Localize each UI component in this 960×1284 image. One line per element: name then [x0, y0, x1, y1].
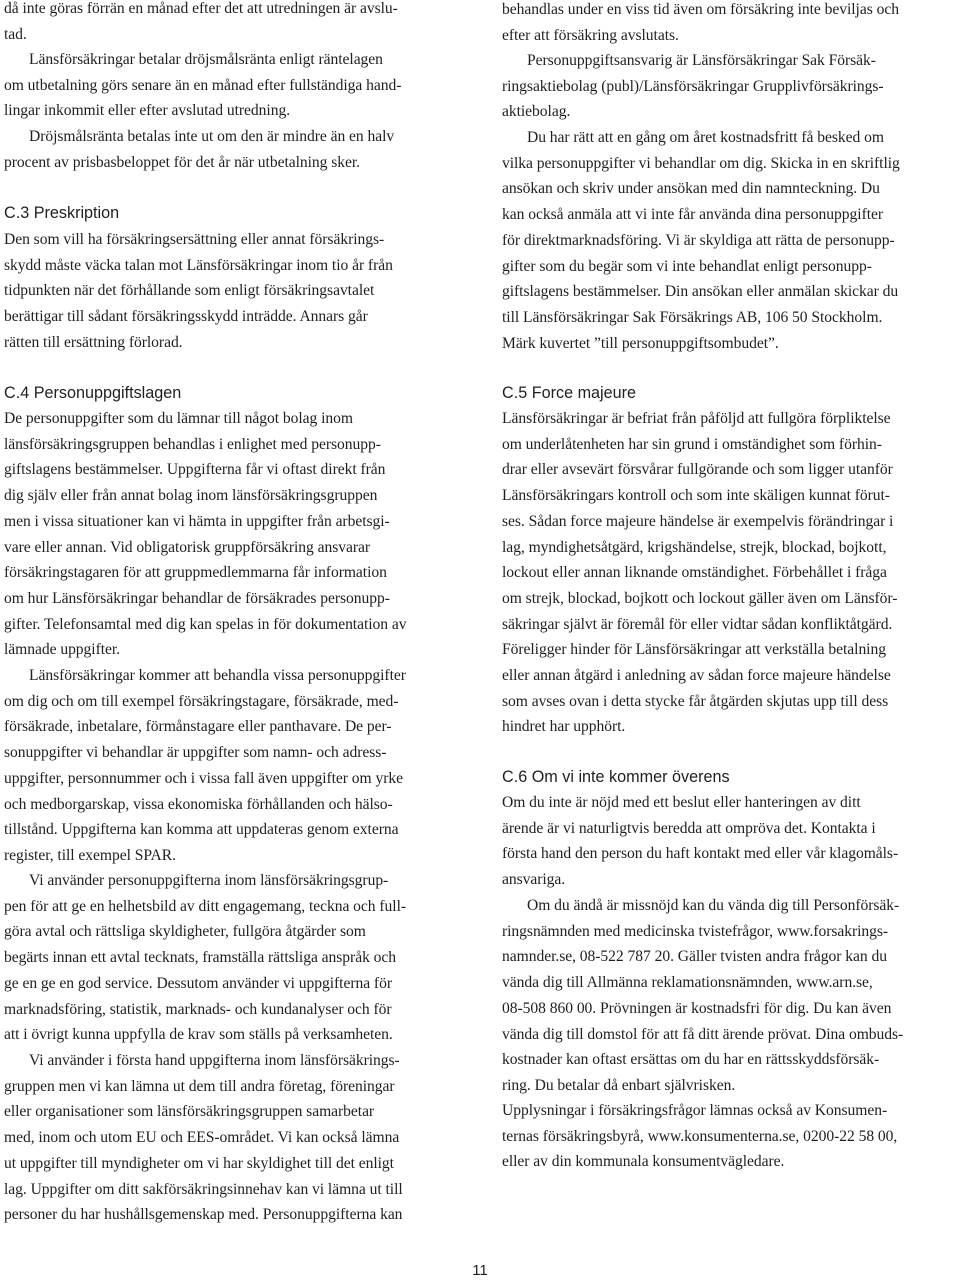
text-line: att i övrigt kunna uppfylla de krav som ställs på verksamheten. — [4, 1026, 393, 1044]
section-c6-paragraph-1 — [502, 790, 898, 893]
text-line: Den som vill ha försäkringsersättning eller annat försäkrings- — [4, 231, 385, 248]
text-line: Märk kuvertet ”till personuppgiftsombudet”. — [502, 334, 779, 352]
text-line: ansökan och skriv under ansökan med din namnteckning. Du — [502, 180, 880, 198]
text-line: personer du har hushållsgemenskap med. Personuppgifterna kan — [4, 1206, 403, 1224]
text-line: uppgifter, personnummer och i vissa fall även uppgifter om yrke — [4, 769, 403, 787]
text-line: gifter som du begär som vi inte behandlat enligt personupp- — [502, 257, 872, 275]
text-line: vända dig till Allmänna reklamationsnämnden, www.arn.se, — [502, 974, 873, 992]
section-c6-paragraph-3 — [502, 1098, 897, 1175]
text-line: register, till exempel SPAR. — [4, 846, 176, 864]
text-line: eller organisationer som länsförsäkringsgruppen samarbetar — [4, 1103, 375, 1121]
text-line: marknadsföring, statistik, marknads- och kundanalyser och för — [4, 1000, 392, 1018]
text-line: ge en ge en god service. Dessutom använder vi uppgifterna för — [4, 974, 392, 992]
text-line: med, inom och utom EU och EES-området. Vi kan också lämna — [4, 1129, 400, 1147]
text-line: namnder.se, 08-522 787 20. Gäller tvisten andra frågor kan du — [502, 948, 887, 966]
text-line: vända dig till domstol för att få ditt ärende prövat. Dina ombuds- — [502, 1025, 904, 1043]
continuation-paragraph — [502, 0, 899, 48]
text-line: kostnader kan oftast ersättas om du har en rättsskyddsförsäk- — [502, 1051, 880, 1069]
text-line: dig själv eller från annat bolag inom länsförsäkringsgruppen — [4, 487, 378, 505]
section-c6-heading: C.6 Om vi inte kommer överens — [502, 768, 730, 786]
text-line: Dröjsmålsränta betalas inte ut om den är mindre än en halv — [29, 128, 395, 145]
text-line: procent av prisbasbeloppet för det år när utbetalning sker. — [4, 153, 361, 171]
text-line: berättigar till sådant försäkringsskydd inträdde. Annars går — [4, 308, 368, 326]
text-line: Om du inte är nöjd med ett beslut eller hanteringen av ditt — [502, 794, 861, 811]
section-c4-paragraph-4 — [4, 1048, 403, 1228]
text-line: om strejk, blockad, bojkott och lockout gäller även om Länsför- — [502, 589, 898, 607]
section-c6-paragraph-2 — [502, 893, 903, 1099]
text-line: för direktmarknadsföring. Vi är skyldiga att rätta de personupp- — [502, 231, 895, 249]
text-line: göra avtal och rättsliga skyldigheter, fullgöra åtgärder som — [4, 923, 366, 941]
text-line: ringsaktiebolag (publ)/Länsförsäkringar Grupplivförsäkrings- — [502, 77, 884, 95]
text-line: om underlåtenheten har sin grund i omständighet som förhin- — [502, 435, 882, 453]
text-line: behandlas under en viss tid även om försäkring inte beviljas och — [502, 1, 899, 18]
text-line: Upplysningar i försäkringsfrågor lämnas också av Konsumen- — [502, 1102, 888, 1119]
text-line: Länsförsäkringar är befriat från påföljd att fullgöra förpliktelse — [502, 410, 891, 427]
text-line: skydd måste väcka talan mot Länsförsäkringar inom tio år från — [4, 256, 393, 274]
text-line: vare eller annan. Vid obligatorisk gruppförsäkring ansvarar — [4, 538, 371, 556]
text-line: rätten till ersättning förlorad. — [4, 333, 183, 351]
text-line: eller annan åtgärd i anledning av sådan force majeure händelse — [502, 667, 891, 685]
text-line: lämnade uppgifter. — [4, 641, 121, 659]
text-line: försäkringstagaren för att gruppmedlemmarna får information — [4, 564, 387, 582]
text-line: Föreligger hinder för Länsförsäkringar att verkställa betalning — [502, 641, 886, 659]
text-line: Länsförsäkringar kommer att behandla vissa personuppgifter — [29, 667, 406, 684]
text-line: länsförsäkringsgruppen behandlas i enlighet med personupp- — [4, 435, 381, 453]
text-line: ternas försäkringsbyrå, www.konsumenterna.se, 0200-22 58 00, — [502, 1127, 898, 1145]
section-c4-paragraph-3 — [4, 868, 406, 1048]
text-line: ringsnämnden med medicinska tvistefrågor, www.forsakrings- — [502, 922, 889, 940]
text-line: om dig och om till exempel försäkringstagare, försäkrade, med- — [4, 692, 399, 710]
text-line: giftslagens bestämmelser. Uppgifterna får vi oftast direkt från — [4, 461, 386, 479]
text-line: lag, myndighetsåtgärd, krigshändelse, strejk, blockad, bojkott, — [502, 538, 887, 556]
text-line: Du har rätt att en gång om året kostnadsfritt få besked om — [527, 129, 884, 146]
section-c4-heading: C.4 Personuppgiftslagen — [4, 384, 182, 402]
text-line: men i vissa situationer kan vi hämta in uppgifter från arbetsgi- — [4, 512, 390, 530]
text-line: första hand den person du haft kontakt med eller vår klagomåls- — [502, 845, 899, 863]
text-line: ses. Sådan force majeure händelse är exempelvis förändringar i — [502, 512, 894, 530]
text-line: lockout eller annan liknande omständighet. Förbehållet i fråga — [502, 564, 887, 582]
responsible-paragraph — [502, 48, 884, 125]
section-c4-paragraph-1 — [4, 406, 407, 663]
text-line: kan också anmäla att vi inte får använda dina personuppgifter — [502, 206, 884, 224]
section-c3-body — [4, 227, 393, 356]
text-line: Vi använder personuppgifterna inom länsförsäkringsgrup- — [29, 872, 389, 889]
text-line: lingar inkommit eller efter avslutad utredning. — [4, 102, 291, 120]
text-line: gifter. Telefonsamtal med dig kan spelas in för dokumentation av — [4, 615, 407, 633]
text-line: ansvariga. — [502, 871, 566, 889]
page-number: 11 — [472, 1262, 488, 1279]
text-line: sonuppgifter vi behandlar är uppgifter som namn- och adress- — [4, 744, 387, 762]
text-line: vilka personuppgifter vi behandlar om dig. Skicka in en skriftlig — [502, 154, 900, 172]
text-line: försäkrade, inbetalare, förmånstagare eller panthavare. De per- — [4, 718, 392, 736]
text-line: tad. — [4, 25, 27, 43]
text-line: ärende är vi naturligtvis beredda att ompröva det. Kontakta i — [502, 819, 876, 837]
text-line: Vi använder i första hand uppgifterna inom länsförsäkrings- — [29, 1052, 400, 1069]
text-line: pen för att ge en helhetsbild av ditt engagemang, teckna och full- — [4, 897, 406, 915]
text-line: hindret har upphört. — [502, 718, 626, 736]
text-line: Om du ändå är missnöjd kan du vända dig till Personförsäk- — [527, 897, 900, 914]
interest-minimum-paragraph — [4, 124, 394, 175]
text-line: tillstånd. Uppgifterna kan komma att uppdateras genom externa — [4, 821, 399, 839]
text-line: giftslagens bestämmelser. Din ansökan eller anmälan skickar du — [502, 283, 899, 301]
text-line: drar eller avsevärt försvårar fullgörande och som ligger utanför — [502, 461, 893, 479]
text-line: då inte göras förrän en månad efter det att utredningen är avslu- — [4, 0, 398, 17]
text-line: begärts innan ett avtal tecknats, framställa rättsliga anspråk och — [4, 949, 397, 967]
text-line: De personuppgifter som du lämnar till något bolag inom — [4, 410, 353, 427]
text-line: ut uppgifter till myndigheter om vi har skyldighet till det enligt — [4, 1154, 394, 1172]
section-c4-paragraph-2 — [4, 663, 406, 869]
text-line: tidpunkten när det förhållande som enligt försäkringsavtalet — [4, 282, 375, 300]
text-line: till Länsförsäkringar Sak Försäkrings AB, 106 50 Stockholm. — [502, 308, 883, 326]
section-c5-heading: C.5 Force majeure — [502, 384, 637, 402]
text-line: 08-508 860 00. Prövningen är kostnadsfri för dig. Du kan även — [502, 999, 892, 1017]
text-line: säkringar självt är föremål för eller vidtar sådan konfliktåtgärd. — [502, 615, 893, 633]
text-line: efter att försäkring avslutats. — [502, 26, 679, 44]
text-line: gruppen men vi kan lämna ut dem till andra företag, föreningar — [4, 1077, 395, 1095]
interest-paragraph — [4, 47, 401, 124]
rights-paragraph — [502, 125, 900, 356]
text-line: lag. Uppgifter om ditt sakförsäkringsinnehav kan vi lämna ut till — [4, 1180, 403, 1198]
text-line: Personuppgiftsansvarig är Länsförsäkringar Sak Försäk- — [527, 52, 876, 69]
text-line: och medborgarskap, vissa ekonomiska förhållanden och hälso- — [4, 795, 393, 813]
text-line: Länsförsäkringars kontroll och som inte skäligen kunnat förut- — [502, 487, 890, 505]
section-c5-body — [502, 406, 897, 740]
text-line: om utbetalning görs senare än en månad efter fullständiga hand- — [4, 76, 402, 94]
text-line: eller av din kommunala konsumentvägledare. — [502, 1153, 785, 1171]
intro-paragraph — [4, 0, 398, 47]
text-line: som avses ovan i detta stycke får åtgärden skjutas upp till dess — [502, 692, 889, 710]
section-c3-heading: C.3 Preskription — [4, 204, 120, 222]
text-line: aktiebolag. — [502, 103, 571, 121]
text-line: ring. Du betalar då enbart självrisken. — [502, 1076, 736, 1094]
text-line: om hur Länsförsäkringar behandlar de försäkrades personupp- — [4, 589, 390, 607]
text-line: Länsförsäkringar betalar dröjsmålsränta enligt räntelagen — [29, 51, 383, 68]
